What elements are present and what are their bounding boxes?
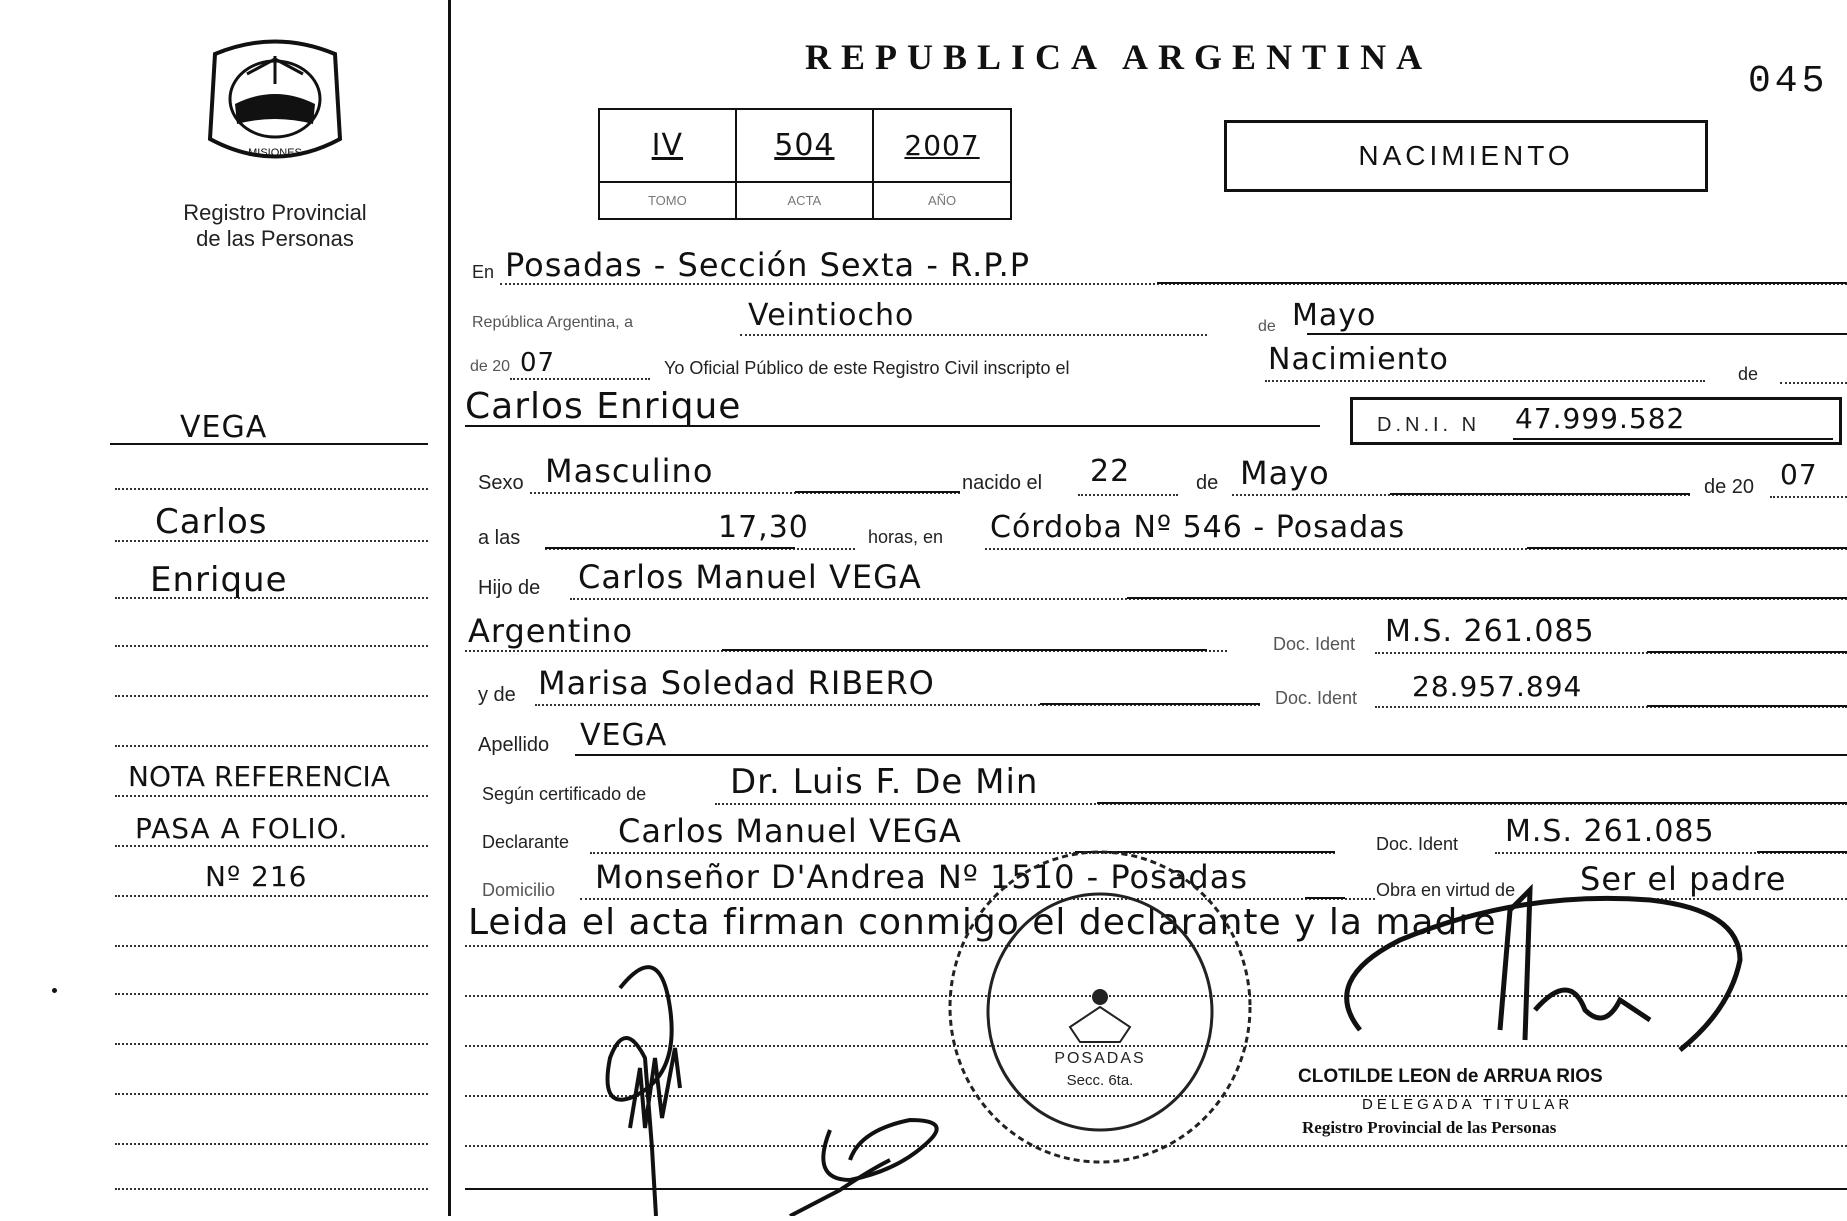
lugar-value: Córdoba Nº 546 - Posadas [990, 510, 1406, 545]
yde-label: y de [478, 684, 516, 706]
margin-note-1: NOTA REFERENCIA [128, 760, 390, 793]
obra-label: Obra en virtud de [1376, 880, 1516, 900]
serial-tomo: IV [651, 128, 684, 164]
doc-madre-label: Doc. Ident [1275, 688, 1358, 708]
line-de-2 [1780, 382, 1847, 384]
stamp-city: POSADAS [1054, 1050, 1146, 1067]
en-value: Posadas - Sección Sexta - R.P.P [505, 246, 1031, 284]
nacido-year-label: de 20 [1704, 476, 1755, 498]
cert-value: Dr. Luis F. De Min [730, 762, 1039, 802]
stray-dot [52, 988, 57, 993]
serial-acta: 504 [774, 128, 835, 164]
year-prefix: de 20 [470, 358, 511, 375]
name-value: Carlos Enrique [465, 386, 742, 427]
margin-line [115, 1093, 428, 1095]
margin-given-name-1: Carlos [155, 502, 268, 542]
margin-line [115, 488, 428, 490]
margin-line [115, 695, 428, 697]
declarante-value: Carlos Manuel VEGA [618, 812, 962, 850]
dni-value: 47.999.582 [1515, 402, 1686, 435]
obra-value: Ser el padre [1580, 860, 1787, 898]
dni-box [1350, 397, 1842, 445]
madre-value: Marisa Soledad RIBERO [538, 664, 935, 702]
cert-label: Según certificado de [482, 784, 647, 804]
alas-label: a las [478, 527, 521, 549]
doc-padre-label: Doc. Ident [1273, 634, 1356, 654]
margin-line [115, 745, 428, 747]
doc-padre-value: M.S. 261.085 [1385, 614, 1595, 649]
act-type-label: NACIMIENTO [1358, 140, 1574, 171]
serial-ano: 2007 [904, 129, 980, 163]
signature-official [1320, 880, 1760, 1060]
act-type-box [1224, 120, 1708, 192]
nacido-label: nacido el [962, 472, 1043, 494]
official-org: Registro Provincial de las Personas [1302, 1118, 1557, 1137]
doc-decl-value: M.S. 261.085 [1505, 814, 1715, 849]
margin-given-name-2: Enrique [150, 560, 288, 600]
line-year [510, 378, 650, 380]
margin-line [115, 645, 428, 647]
domicilio-value: Monseñor D'Andrea Nº 1510 - Posadas [595, 858, 1248, 896]
line-nacido-day [1078, 494, 1178, 496]
day-value: Veintiocho [748, 298, 915, 333]
page-number: 045 [1748, 60, 1829, 103]
nacido-day: 22 [1090, 454, 1131, 489]
registry-name-line2: de las Personas [196, 226, 354, 251]
line-inscribe [1265, 380, 1705, 382]
serial-acta-label: ACTA [787, 192, 822, 208]
signature-declarante [590, 948, 730, 1216]
apellido-label: Apellido [478, 734, 550, 756]
serial-tomo-label: TOMO [647, 192, 687, 208]
de-label: de [1258, 318, 1276, 335]
dni-line [1513, 438, 1833, 440]
margin-surname: VEGA [180, 410, 268, 445]
doc-decl-label: Doc. Ident [1376, 834, 1459, 854]
en-label: En [472, 262, 495, 282]
margin-line [115, 993, 428, 995]
leida-value: Leida el acta firman conmigo el declarante y la madre [468, 902, 1497, 943]
horas-label: horas, en [868, 527, 944, 547]
serial-ano-label: AÑO [927, 192, 957, 208]
margin-line [115, 1188, 428, 1190]
month-value: Mayo [1292, 298, 1377, 333]
serial-box [598, 108, 1012, 220]
rep-label: República Argentina, a [472, 314, 633, 331]
domicilio-label: Domicilio [482, 880, 556, 900]
year-value: 07 [520, 348, 556, 378]
doc-madre-value: 28.957.894 [1412, 670, 1583, 703]
sexo-label: Sexo [478, 472, 524, 494]
margin-line [115, 1143, 428, 1145]
sexo-value: Masculino [545, 452, 714, 490]
margin-note-3: Nº 216 [205, 860, 308, 893]
de-label-2: de [1738, 364, 1759, 384]
nacido-year: 07 [1780, 458, 1818, 491]
hijo-label: Hijo de [478, 577, 541, 599]
registry-stamp [940, 842, 1260, 1172]
apellido-value: VEGA [580, 718, 668, 753]
nacionalidad-value: Argentino [468, 612, 634, 650]
margin-line-surname [110, 443, 428, 445]
nacido-month: Mayo [1240, 454, 1330, 492]
seal-text: MISIONES [248, 147, 302, 159]
margin-line [115, 845, 428, 847]
margin-line [115, 945, 428, 947]
margin-line [115, 895, 428, 897]
hora-value: 17,30 [718, 510, 809, 545]
margin-line [115, 795, 428, 797]
margin-note-2: PASA A FOLIO. [135, 812, 349, 845]
inscribe-label: Yo Oficial Público de este Registro Civil inscripto el [664, 358, 1070, 378]
margin-line [115, 1043, 428, 1045]
nacido-de: de [1196, 472, 1219, 494]
signature-madre [780, 1100, 960, 1216]
margin-divider [448, 0, 451, 1216]
stamp-section: Secc. 6ta. [1066, 1072, 1134, 1089]
inscribe-value: Nacimiento [1268, 342, 1449, 377]
padre-value: Carlos Manuel VEGA [578, 558, 922, 596]
official-name: CLOTILDE LEON de ARRUA RIOS [1298, 1066, 1603, 1087]
country-title: REPUBLICA ARGENTINA [805, 37, 1433, 77]
registry-seal [195, 34, 355, 174]
line-nacido-year [1770, 496, 1847, 498]
declarante-label: Declarante [482, 832, 570, 852]
registry-name-line1: Registro Provincial [183, 200, 367, 225]
line-apellido [575, 754, 1847, 756]
official-title: DELEGADA TITULAR [1362, 1096, 1574, 1113]
dni-label: D.N.I. N [1377, 414, 1481, 436]
